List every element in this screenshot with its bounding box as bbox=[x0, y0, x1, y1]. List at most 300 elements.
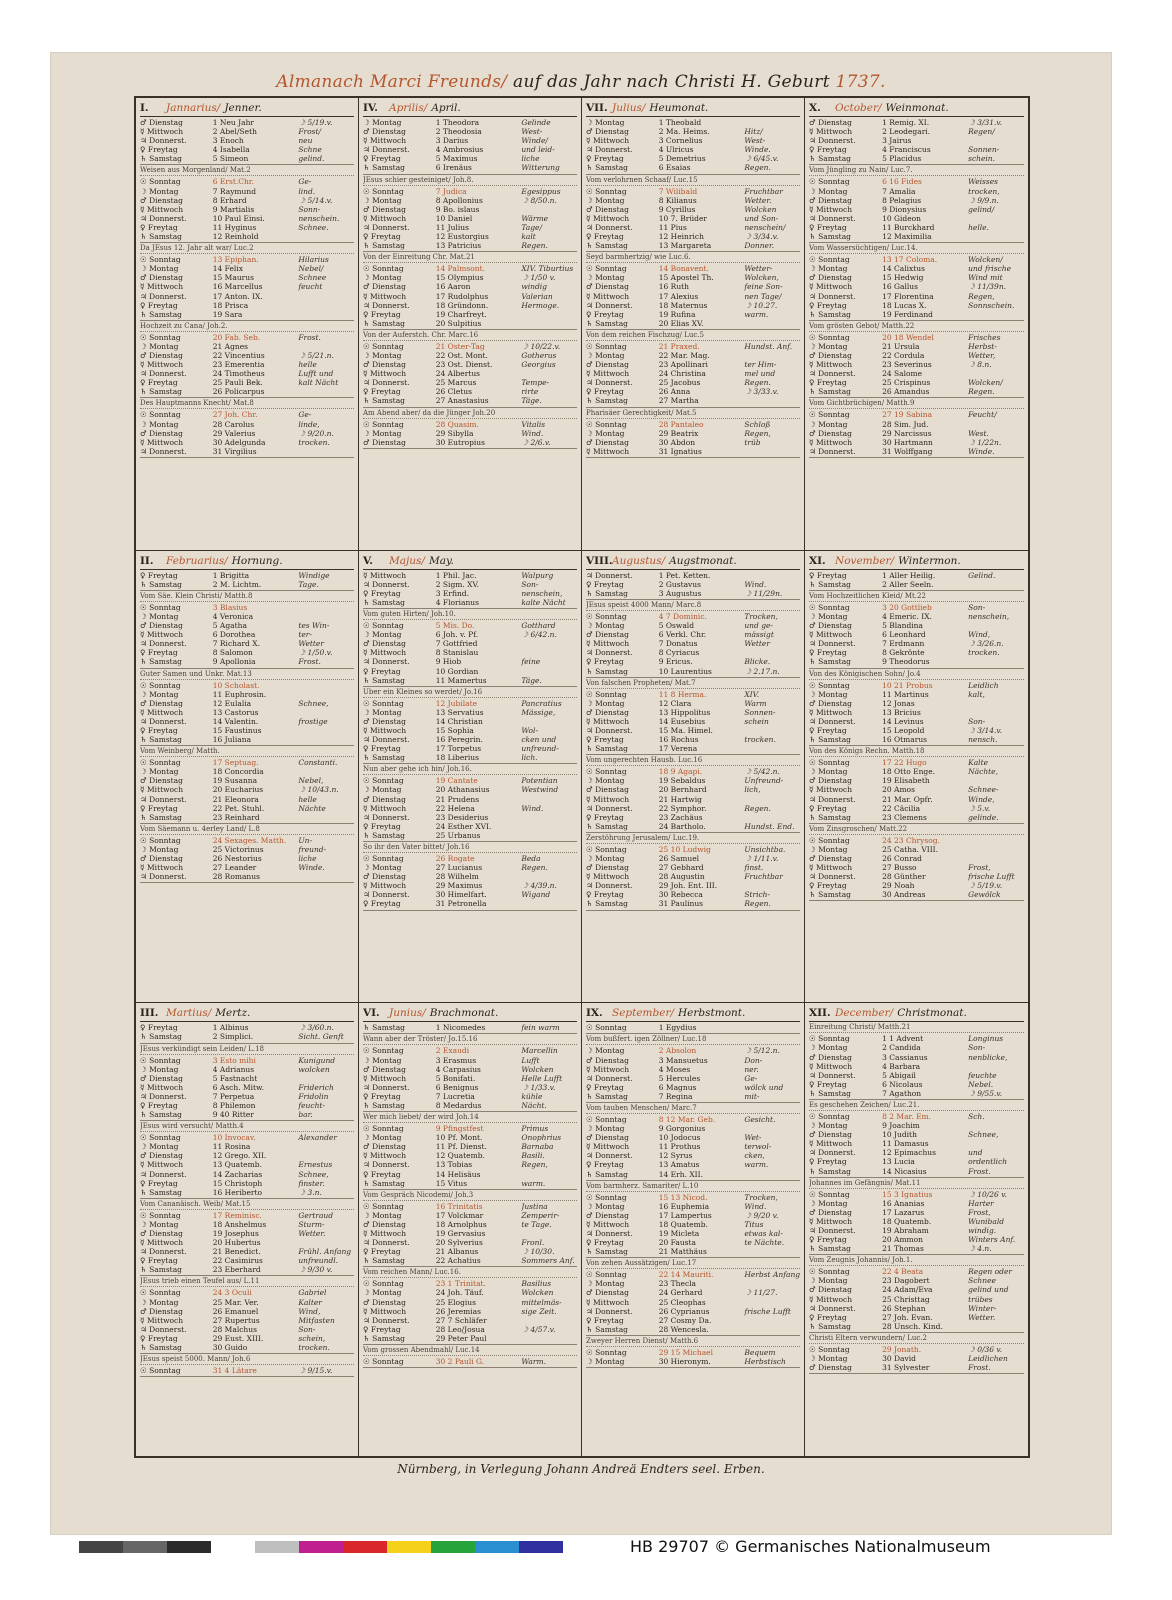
day-saint: 8 Philemon bbox=[212, 1100, 256, 1110]
day-row bbox=[363, 187, 577, 196]
day-weather: Frost. bbox=[968, 1363, 991, 1373]
day-weather: Wunibald bbox=[968, 1216, 1005, 1226]
day-weekday: ♃ Donnerst. bbox=[363, 145, 410, 155]
day-weekday: ♄ Samstag bbox=[140, 1032, 182, 1042]
day-weather: Regen oder bbox=[968, 1267, 1012, 1277]
day-row bbox=[809, 1208, 1024, 1217]
day-weekday: ☉ Sonntag bbox=[363, 1201, 404, 1211]
day-saint: 30 Abdon bbox=[658, 437, 696, 447]
day-row bbox=[140, 785, 354, 794]
day-saint: 25 Catha. VIII. bbox=[882, 844, 939, 854]
day-saint: 7 Judica bbox=[435, 186, 467, 196]
day-weather: Sturm- bbox=[298, 1219, 325, 1229]
day-row bbox=[363, 154, 577, 163]
day-weather: Gabriel bbox=[298, 1288, 327, 1298]
day-row bbox=[140, 1238, 354, 1247]
day-row bbox=[140, 273, 354, 282]
day-row bbox=[586, 639, 800, 648]
day-weekday: ♂ Dienstag bbox=[809, 776, 852, 786]
day-saint: 13 Amatus bbox=[658, 1160, 700, 1170]
day-weekday: ♃ Donnerst. bbox=[809, 1070, 856, 1080]
day-row bbox=[363, 118, 577, 127]
day-weekday: ☽ Montag bbox=[809, 1354, 848, 1364]
week-block bbox=[586, 1103, 800, 1181]
day-saint: 12 Jonas bbox=[882, 698, 915, 708]
day-row bbox=[140, 1074, 354, 1083]
day-row bbox=[586, 1279, 800, 1288]
day-weather: Wolcken bbox=[521, 1288, 554, 1298]
day-row bbox=[140, 1179, 354, 1188]
day-weekday: ♂ Dienstag bbox=[809, 1052, 852, 1062]
day-row bbox=[140, 726, 354, 735]
day-row bbox=[586, 1170, 800, 1179]
day-row bbox=[363, 890, 577, 899]
day-weekday: ♃ Donnerst. bbox=[586, 570, 633, 580]
day-weather: ☽ 10/26 v. bbox=[968, 1189, 1007, 1199]
day-weather bbox=[521, 813, 577, 822]
day-weather: Wolcken, bbox=[744, 273, 779, 283]
day-row bbox=[809, 580, 1024, 589]
week-block bbox=[586, 252, 800, 330]
day-weather: Son- bbox=[968, 602, 986, 612]
day-weekday: ♃ Donnerst. bbox=[363, 1160, 410, 1170]
day-weekday: ♃ Donnerst. bbox=[363, 378, 410, 388]
day-row bbox=[140, 639, 354, 648]
day-weekday: ☿ Mittwoch bbox=[363, 803, 407, 813]
day-saint: 2 Ma. Heims. bbox=[658, 127, 710, 137]
day-row bbox=[363, 1279, 577, 1288]
day-row bbox=[809, 232, 1024, 241]
day-saint: 22 Symphor. bbox=[658, 803, 707, 813]
day-weather: Schnee bbox=[968, 1276, 996, 1286]
day-weather bbox=[744, 813, 800, 822]
day-saint: 9 Martialis bbox=[212, 204, 255, 214]
day-weekday: ☿ Mittwoch bbox=[586, 1064, 630, 1074]
week-block bbox=[586, 408, 800, 458]
day-saint: 3 Cassianus bbox=[882, 1052, 928, 1062]
day-saint: 22 Ost. Mont. bbox=[435, 350, 488, 360]
day-weekday: ♂ Dienstag bbox=[809, 350, 852, 360]
day-weather bbox=[298, 301, 354, 310]
day-saint: 26 Jeremias bbox=[435, 1306, 481, 1316]
day-row bbox=[586, 690, 800, 699]
day-weekday: ☽ Montag bbox=[586, 118, 625, 127]
day-saint: 19 Susanna bbox=[212, 776, 258, 786]
day-weekday: ☉ Sonntag bbox=[809, 255, 850, 265]
day-weekday: ♄ Samstag bbox=[363, 241, 405, 251]
day-weather: Schnee- bbox=[968, 785, 999, 795]
day-saint: 23 Emerentia bbox=[212, 360, 265, 370]
day-row bbox=[586, 1124, 800, 1133]
day-row bbox=[809, 1285, 1024, 1294]
day-row bbox=[586, 310, 800, 319]
day-weekday: ♄ Samstag bbox=[140, 735, 182, 745]
day-weekday: ♂ Dienstag bbox=[140, 195, 183, 205]
day-saint: 26 Cyprianus bbox=[658, 1306, 710, 1316]
day-row bbox=[140, 1288, 354, 1297]
day-weather: Hitz/ bbox=[744, 127, 763, 137]
day-saint: 4 Veronica bbox=[212, 611, 254, 621]
day-weather: ordentlich bbox=[968, 1157, 1008, 1167]
day-saint: 11 Prothus bbox=[658, 1142, 701, 1152]
week-block bbox=[809, 1100, 1024, 1178]
day-weather: schein bbox=[744, 716, 769, 726]
day-saint: 18 Gründonn. bbox=[435, 300, 489, 310]
day-row bbox=[363, 223, 577, 232]
day-row bbox=[586, 1348, 800, 1357]
day-weather: ☽ 2/6.v. bbox=[521, 437, 551, 447]
day-weather: Wetter bbox=[298, 639, 324, 649]
day-weather: ☽ 1/11.v. bbox=[744, 854, 779, 863]
day-saint: 28 Quasim. bbox=[435, 419, 479, 429]
day-weather: Regen. bbox=[744, 378, 771, 388]
day-row bbox=[363, 580, 577, 589]
gospel-heading: Zerstöhrung Jerusalem/ Luc.19. bbox=[586, 834, 800, 844]
day-row bbox=[140, 580, 354, 589]
month-block bbox=[805, 551, 1028, 1004]
day-row bbox=[586, 1056, 800, 1065]
day-weekday: ☿ Mittwoch bbox=[140, 785, 184, 795]
day-row bbox=[363, 1142, 577, 1151]
day-weather: ☽ 6/42.n. bbox=[521, 630, 557, 640]
day-weather: West. bbox=[968, 428, 989, 438]
day-weekday: ☽ Montag bbox=[363, 863, 402, 873]
day-row bbox=[363, 1247, 577, 1256]
day-saint: 24 Salome bbox=[882, 369, 923, 379]
day-saint: 14 Bonavent. bbox=[658, 264, 709, 274]
day-row bbox=[363, 282, 577, 291]
day-weekday: ♂ Dienstag bbox=[140, 854, 183, 863]
day-row bbox=[140, 214, 354, 223]
day-row bbox=[140, 333, 354, 342]
day-saint: 23 Ost. Dienst. bbox=[435, 360, 493, 370]
day-weekday: ☉ Sonntag bbox=[809, 758, 850, 768]
day-saint: 13 Bricius bbox=[882, 707, 921, 717]
day-weekday: ☽ Montag bbox=[809, 1276, 848, 1286]
day-weather: Regen. bbox=[744, 163, 771, 173]
day-row bbox=[140, 1133, 354, 1142]
day-weekday: ☿ Mittwoch bbox=[586, 872, 630, 882]
day-saint: 2 Theodosia bbox=[435, 127, 482, 137]
week-block bbox=[363, 1267, 577, 1345]
day-weekday: ♃ Donnerst. bbox=[363, 1315, 410, 1325]
day-weather: ☽ 9/20.n. bbox=[298, 428, 334, 438]
day-saint: 30 Andreas bbox=[882, 890, 926, 900]
day-row bbox=[363, 863, 577, 872]
day-weekday: ☉ Sonntag bbox=[140, 758, 181, 768]
day-row bbox=[586, 136, 800, 145]
day-saint: 27 Leander bbox=[212, 863, 257, 873]
day-weekday: ♄ Samstag bbox=[809, 1166, 851, 1176]
month-block bbox=[136, 551, 359, 1004]
day-weather bbox=[744, 795, 800, 804]
day-weather bbox=[744, 1316, 800, 1325]
day-row bbox=[809, 854, 1024, 863]
day-weekday: ♃ Donnerst. bbox=[140, 1091, 187, 1101]
gospel-heading: Vom Wassersüchtigen/ Luc.14. bbox=[809, 244, 1024, 254]
day-saint: 17 22 Hugo bbox=[882, 758, 927, 768]
day-weekday: ♀ Freytag bbox=[140, 1256, 178, 1266]
day-weather: Winde. bbox=[968, 446, 995, 456]
day-saint: 1 Egydius bbox=[658, 1023, 697, 1033]
day-weather: mässigt bbox=[744, 630, 774, 640]
day-row bbox=[140, 1160, 354, 1169]
week-block bbox=[363, 1034, 577, 1112]
day-saint: 22 Mar. Mag. bbox=[658, 350, 710, 360]
day-weekday: ☿ Mittwoch bbox=[140, 1160, 184, 1170]
day-saint: 31 Virgilius bbox=[212, 446, 257, 456]
day-row bbox=[809, 621, 1024, 630]
day-row bbox=[363, 1238, 577, 1247]
day-weather: Bequem bbox=[744, 1347, 776, 1357]
day-weekday: ☿ Mittwoch bbox=[140, 127, 184, 137]
month-header bbox=[363, 100, 577, 117]
day-weather: unfreundl. bbox=[298, 1256, 339, 1266]
day-weekday: ☽ Montag bbox=[809, 264, 848, 274]
day-weekday: ♄ Samstag bbox=[140, 154, 182, 164]
day-saint: 21 Matthäus bbox=[658, 1247, 707, 1257]
day-saint: 28 Malchus bbox=[212, 1324, 257, 1334]
gospel-heading: Vom Säe. Klein Christi/ Matth.8 bbox=[140, 592, 354, 602]
day-weekday: ♀ Freytag bbox=[809, 570, 847, 580]
day-row bbox=[363, 1101, 577, 1110]
day-row bbox=[140, 223, 354, 232]
day-weekday: ♄ Samstag bbox=[586, 666, 628, 676]
day-saint: 10 Invocav. bbox=[212, 1133, 256, 1143]
day-weekday: ☽ Montag bbox=[363, 1055, 402, 1065]
day-row bbox=[140, 255, 354, 264]
day-weekday: ♀ Freytag bbox=[140, 1023, 178, 1033]
day-weekday: ♄ Samstag bbox=[809, 387, 851, 397]
week-block bbox=[140, 117, 354, 165]
day-weather: kalt, bbox=[968, 689, 985, 699]
day-row bbox=[809, 890, 1024, 899]
day-weather: Schloß bbox=[744, 419, 771, 429]
day-row bbox=[586, 127, 800, 136]
day-weekday: ♃ Donnerst. bbox=[140, 369, 187, 379]
day-saint: 30 Rebecca bbox=[658, 890, 703, 900]
day-saint: 5 Blandina bbox=[882, 621, 923, 631]
day-saint: 8 Stanislau bbox=[435, 648, 479, 658]
day-row bbox=[809, 360, 1024, 369]
day-saint: 29 Peter Paul bbox=[435, 1333, 487, 1343]
day-saint: 31 Paulinus bbox=[658, 899, 703, 909]
day-weekday: ♄ Samstag bbox=[586, 744, 628, 754]
day-row bbox=[809, 1034, 1024, 1043]
day-row bbox=[363, 795, 577, 804]
day-weather: mit- bbox=[744, 1091, 760, 1101]
day-saint: 20 Sylverius bbox=[435, 1238, 483, 1248]
day-weather: gelind/ bbox=[968, 204, 995, 214]
day-saint: 5 Mis. Do. bbox=[435, 621, 475, 631]
day-weather: schein. bbox=[968, 154, 996, 164]
day-weather: ☽ 10.27. bbox=[744, 300, 778, 310]
day-weather: Winde, bbox=[968, 794, 995, 804]
day-saint: 7 Lucretia bbox=[435, 1091, 475, 1101]
month-german-name: Herbstmont. bbox=[678, 1007, 746, 1020]
day-weekday: ♂ Dienstag bbox=[809, 195, 852, 205]
day-weather bbox=[298, 447, 354, 456]
day-weekday: ☉ Sonntag bbox=[586, 689, 627, 699]
day-weather: und frische bbox=[968, 264, 1012, 274]
day-weekday: ♂ Dienstag bbox=[809, 698, 852, 708]
day-row bbox=[586, 163, 800, 172]
day-row bbox=[140, 1256, 354, 1265]
day-row bbox=[140, 1032, 354, 1041]
day-saint: 9 Joachim bbox=[882, 1121, 920, 1131]
day-weekday: ♀ Freytag bbox=[363, 821, 401, 831]
day-weather: ☽ 9/9.n. bbox=[968, 195, 999, 205]
day-weekday: ♃ Donnerst. bbox=[363, 812, 410, 822]
day-saint: 5 Fastnacht bbox=[212, 1073, 258, 1083]
day-weekday: ☿ Mittwoch bbox=[809, 360, 853, 370]
day-weather bbox=[521, 1229, 577, 1238]
day-weather: ☽ 5/19.v. bbox=[968, 881, 1003, 891]
week-block bbox=[140, 1022, 354, 1043]
day-saint: 27 Busso bbox=[882, 863, 917, 873]
day-saint: 21 Eleonora bbox=[212, 794, 259, 804]
day-weekday: ☽ Montag bbox=[140, 1064, 179, 1074]
day-weather: Täge. bbox=[521, 396, 542, 406]
day-row bbox=[809, 420, 1024, 429]
day-weather: Sch. bbox=[968, 1111, 985, 1121]
masthead bbox=[50, 72, 1112, 92]
day-weather: Frost. bbox=[298, 657, 321, 667]
day-weekday: ♀ Freytag bbox=[363, 154, 401, 164]
day-weather: Sonn- bbox=[298, 204, 321, 214]
day-weather: ☽ 10/43.n. bbox=[298, 785, 339, 795]
day-weekday: ♃ Donnerst. bbox=[140, 639, 187, 649]
day-saint: 28 Pantaleo bbox=[658, 419, 704, 429]
day-row bbox=[140, 1366, 354, 1375]
day-row bbox=[140, 571, 354, 580]
day-weekday: ♃ Donnerst. bbox=[140, 136, 187, 146]
day-saint: 7 Amalia bbox=[882, 186, 916, 196]
week-block bbox=[140, 746, 354, 824]
day-weekday: ☿ Mittwoch bbox=[140, 863, 184, 873]
day-row bbox=[586, 369, 800, 378]
day-weekday: ♃ Donnerst. bbox=[586, 1073, 633, 1083]
day-weather: Potentian bbox=[521, 776, 558, 786]
day-weekday: ☿ Mittwoch bbox=[363, 369, 407, 379]
day-weather: Don- bbox=[744, 1055, 763, 1065]
day-saint: 19 Josephus bbox=[212, 1229, 259, 1239]
month-block bbox=[359, 551, 582, 1004]
day-weekday: ☽ Montag bbox=[140, 767, 179, 777]
day-weather: und Son- bbox=[744, 213, 779, 223]
day-weekday: ☿ Mittwoch bbox=[363, 648, 407, 658]
day-saint: 25 Elogius bbox=[435, 1297, 476, 1307]
day-row bbox=[809, 1345, 1024, 1354]
day-saint: 6 Verkl. Chr. bbox=[658, 630, 707, 640]
day-weather bbox=[521, 1334, 577, 1343]
day-row bbox=[586, 648, 800, 657]
day-row bbox=[586, 1133, 800, 1142]
day-weather: Wetter. bbox=[744, 195, 772, 205]
day-weather: Windige bbox=[298, 570, 330, 580]
gospel-heading: JEsus schier gesteiniget/ Joh.8. bbox=[363, 176, 577, 186]
day-row bbox=[586, 630, 800, 639]
day-weekday: ♃ Donnerst. bbox=[809, 446, 856, 456]
day-weekday: ♃ Donnerst. bbox=[809, 136, 856, 146]
day-row bbox=[809, 273, 1024, 282]
day-row bbox=[363, 438, 577, 447]
day-weather: Pancratius bbox=[521, 698, 562, 708]
day-weekday: ♄ Samstag bbox=[809, 890, 851, 900]
day-weekday: ☿ Mittwoch bbox=[809, 282, 853, 292]
day-weather: Schnee, bbox=[298, 1169, 329, 1179]
day-weekday: ♀ Freytag bbox=[363, 744, 401, 754]
day-weather: Ge- bbox=[298, 177, 312, 187]
day-weather bbox=[521, 310, 577, 319]
day-row bbox=[809, 187, 1024, 196]
day-row bbox=[363, 1298, 577, 1307]
gospel-heading: So ihr den Vater bittet/ Joh.16 bbox=[363, 843, 577, 853]
day-saint: 23 1 Trinitat. bbox=[435, 1279, 486, 1289]
day-saint: 14 Nicasius bbox=[882, 1166, 927, 1176]
day-saint: 11 Rosina bbox=[212, 1142, 251, 1152]
color-swatch bbox=[211, 1541, 255, 1553]
day-weather: nenschein. bbox=[298, 213, 340, 223]
day-row bbox=[586, 1083, 800, 1092]
day-weekday: ♂ Dienstag bbox=[809, 428, 852, 438]
month-block bbox=[136, 98, 359, 551]
day-row bbox=[809, 795, 1024, 804]
day-weekday: ♀ Freytag bbox=[809, 145, 847, 155]
day-saint: 29 Beatrix bbox=[658, 428, 699, 438]
day-weekday: ☽ Montag bbox=[809, 186, 848, 196]
day-weather: warm. bbox=[744, 1160, 769, 1170]
day-saint: 17 Volckmar bbox=[435, 1210, 484, 1220]
day-row bbox=[140, 845, 354, 854]
day-weather: ☽ 4/57.v. bbox=[521, 1324, 556, 1334]
day-saint: 16 Otmarus bbox=[882, 735, 928, 745]
day-weather: Harter bbox=[968, 1198, 994, 1208]
day-weather: Justina bbox=[521, 1201, 548, 1211]
day-row bbox=[586, 1211, 800, 1220]
day-weather: windig bbox=[521, 282, 547, 292]
day-weather bbox=[298, 726, 354, 735]
day-weather: Regen. bbox=[521, 241, 548, 251]
day-saint: 13 Hippolitus bbox=[658, 707, 711, 717]
day-weekday: ☉ Sonntag bbox=[140, 1210, 181, 1220]
day-row bbox=[140, 342, 354, 351]
day-row bbox=[363, 776, 577, 785]
day-saint: 14 Palmsont. bbox=[435, 264, 485, 274]
day-row bbox=[809, 699, 1024, 708]
day-row bbox=[586, 118, 800, 127]
gospel-heading: JEsus trieb einen Teufel aus/ L.11 bbox=[140, 1277, 354, 1287]
day-weather bbox=[521, 1170, 577, 1179]
month-latin-name: Julius/ bbox=[612, 102, 646, 114]
day-row bbox=[363, 899, 577, 908]
day-row bbox=[809, 1121, 1024, 1130]
day-row bbox=[363, 1124, 577, 1133]
day-saint: 15 Maurus bbox=[212, 273, 254, 283]
day-weather: gelinde. bbox=[968, 812, 999, 822]
day-row bbox=[586, 1046, 800, 1055]
day-saint: 4 Ulricus bbox=[658, 145, 694, 155]
day-row bbox=[140, 118, 354, 127]
day-saint: 3 Jairus bbox=[882, 136, 912, 146]
gospel-heading: Vom Gespräch Nicodemi/ Joh.3 bbox=[363, 1191, 577, 1201]
week-block bbox=[363, 687, 577, 765]
day-weather: Gelind. bbox=[968, 570, 996, 580]
day-row bbox=[140, 1343, 354, 1352]
day-row bbox=[809, 690, 1024, 699]
day-weather: Basilius bbox=[521, 1279, 552, 1289]
day-weather: etwas kal- bbox=[744, 1229, 783, 1239]
